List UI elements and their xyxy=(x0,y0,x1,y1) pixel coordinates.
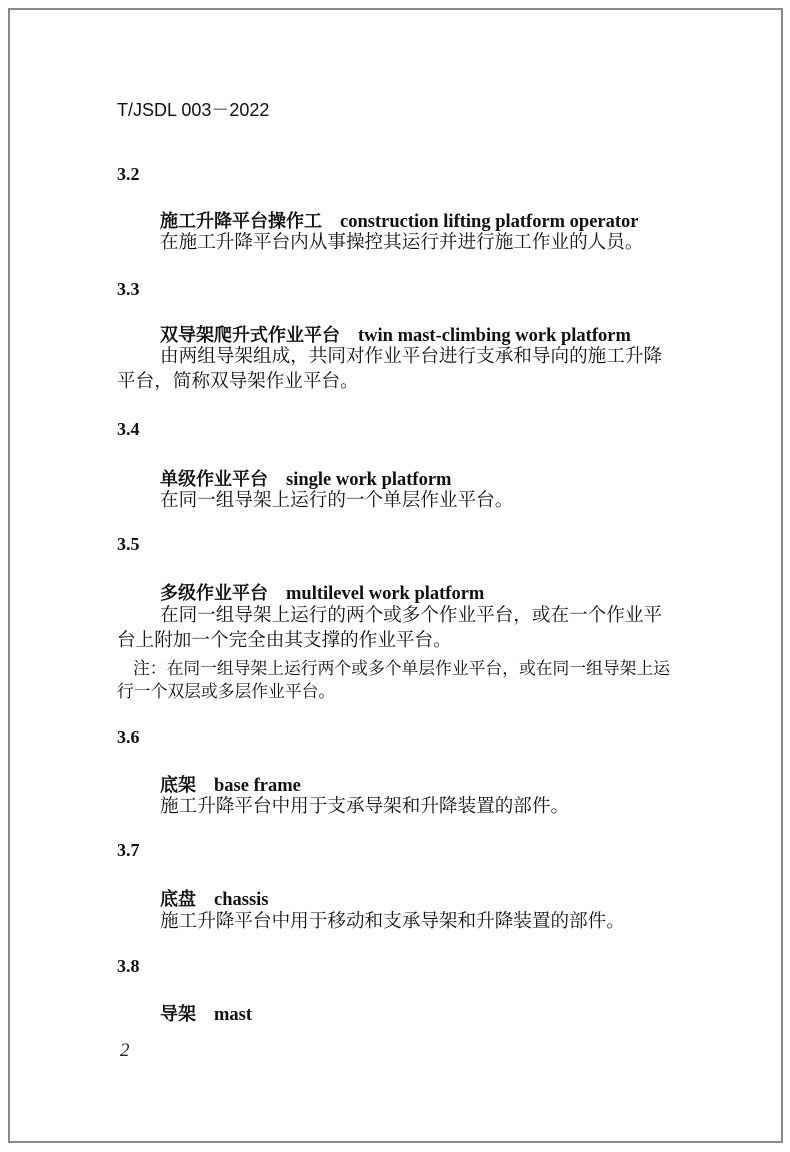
section-number: 3.5 xyxy=(117,534,140,554)
section-number: 3.8 xyxy=(117,956,140,976)
term-heading xyxy=(117,1000,713,1026)
section-number: 3.3 xyxy=(117,279,140,299)
term-en: mast xyxy=(214,1005,253,1025)
term-zh: 多级作业平台 xyxy=(160,583,268,604)
term-en: base frame xyxy=(214,776,301,796)
term-definition: 在同一组导架上运行的两个或多个作业平台，或在一个作业平台上附加一个完全由其支撑的作业平台。 xyxy=(117,605,663,651)
term-note: 注：在同一组导架上运行两个或多个单层作业平台，或在同一组导架上运行一个双层或多层作业平台。 xyxy=(117,658,671,701)
term-zh: 双导架爬升式作业平台 xyxy=(160,325,340,346)
term-en: twin mast-climbing work platform xyxy=(358,326,631,346)
section-number: 3.7 xyxy=(117,840,140,860)
term-heading xyxy=(117,579,713,605)
section-number: 3.4 xyxy=(117,419,140,439)
document-code-header: T/JSDL 003－2022 xyxy=(117,100,270,120)
term-en: chassis xyxy=(214,890,269,910)
term-en: construction lifting platform operator xyxy=(340,212,639,232)
term-heading xyxy=(117,885,713,911)
term-en: single work platform xyxy=(286,470,452,490)
term-definition: 在同一组导架上运行的一个单层作业平台。 xyxy=(160,490,514,511)
term-definition: 施工升降平台中用于移动和支承导架和升降装置的部件。 xyxy=(160,911,625,932)
page-number: 2 xyxy=(120,1040,130,1061)
term-definition: 施工升降平台中用于支承导架和升降装置的部件。 xyxy=(160,796,570,817)
term-zh: 施工升降平台操作工 xyxy=(160,211,322,232)
term-zh: 导架 xyxy=(160,1004,196,1025)
section-number: 3.2 xyxy=(117,164,140,184)
term-zh: 底盘 xyxy=(160,889,196,910)
term-zh: 单级作业平台 xyxy=(160,469,268,490)
term-zh: 底架 xyxy=(160,775,196,796)
term-definition: 由两组导架组成，共同对作业平台进行支承和导向的施工升降平台，简称双导架作业平台。 xyxy=(117,346,663,392)
term-definition: 在施工升降平台内从事操控其运行并进行施工作业的人员。 xyxy=(160,232,644,253)
term-en: multilevel work platform xyxy=(286,584,485,604)
section-number: 3.6 xyxy=(117,727,140,747)
